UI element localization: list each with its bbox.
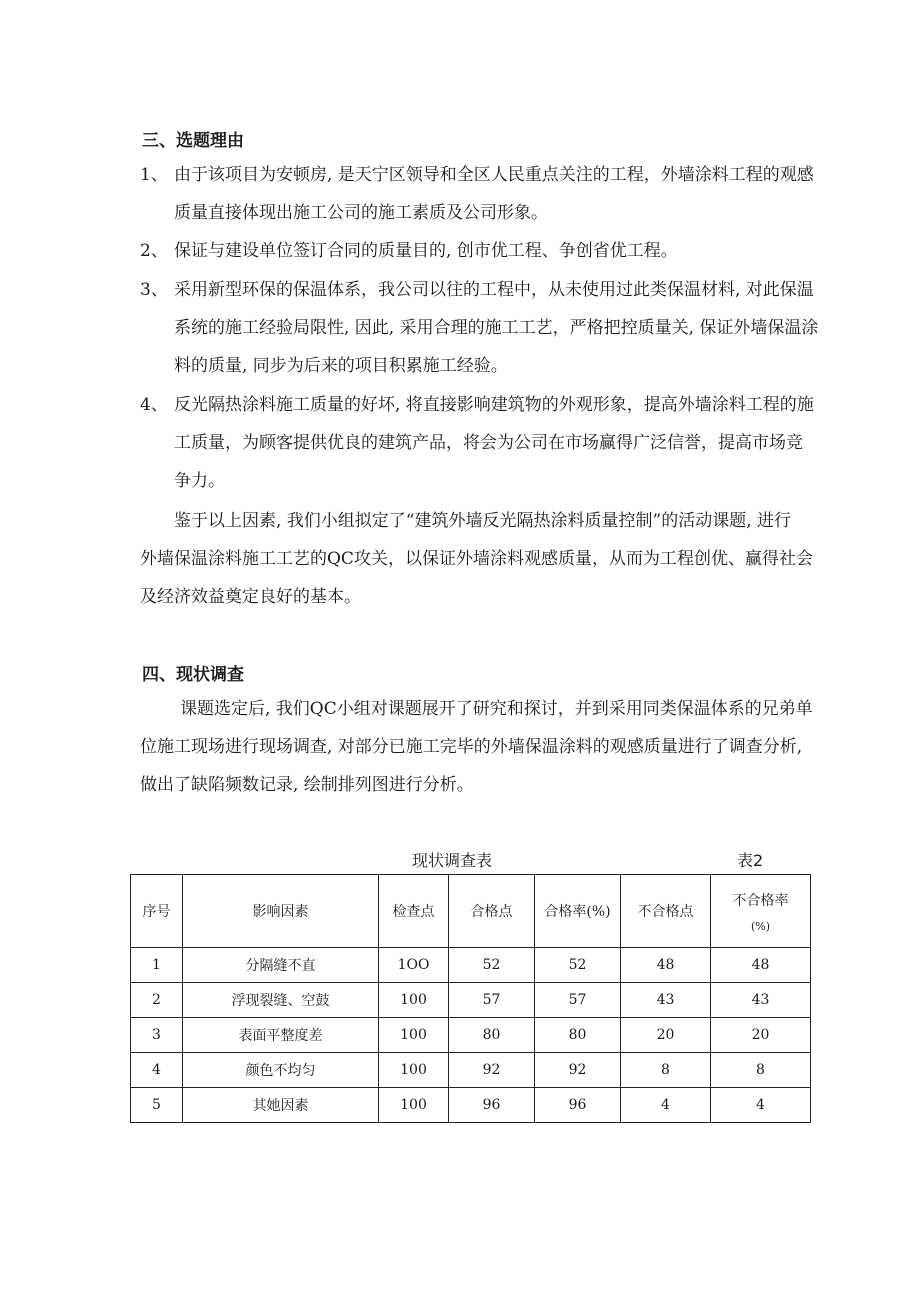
header-failed: 不合格点 — [621, 875, 711, 948]
cell-checked: 100 — [379, 1053, 449, 1088]
header-factor: 影响因素 — [183, 875, 379, 948]
reason-item-1 — [140, 156, 820, 232]
header-pass-rate: 合格率(%) — [535, 875, 621, 948]
paragraph-line: 及经济效益奠定良好的基本。 — [140, 587, 361, 607]
reason-item-line: 保证与建设单位签订合同的质量目的, 创市优工程、争创省优工程。 — [174, 241, 678, 261]
cell-passed: 80 — [449, 1018, 535, 1053]
cell-pass-rate: 92 — [535, 1053, 621, 1088]
reason-item-number: 2、 — [140, 241, 168, 261]
cell-passed: 96 — [449, 1088, 535, 1123]
reason-item-line: 工质量，为顾客提供优良的建筑产品，将会为公司在市场赢得广泛信誉，提高市场竞 — [174, 433, 803, 453]
section3-heading: 三、选题理由 — [142, 131, 244, 151]
header-passed: 合格点 — [449, 875, 535, 948]
header-fail-rate-line2: (%) — [750, 919, 771, 933]
cell-failed: 20 — [621, 1018, 711, 1053]
header-checked: 检查点 — [379, 875, 449, 948]
cell-seq: 4 — [131, 1053, 183, 1088]
reason-item-line: 质量直接体现出施工公司的施工素质及公司形象。 — [174, 203, 548, 223]
cell-fail-rate: 4 — [711, 1088, 811, 1123]
reason-item-line: 争力。 — [174, 471, 225, 491]
cell-failed: 8 — [621, 1053, 711, 1088]
paragraph-line: 位施工现场进行现场调查, 对部分已施工完毕的外墙保温涂料的观感质量进行了调查分析, — [140, 737, 803, 757]
reason-summary-paragraph — [140, 502, 820, 616]
section4-heading: 四、现状调查 — [142, 665, 244, 685]
cell-seq: 2 — [131, 983, 183, 1018]
cell-fail-rate: 20 — [711, 1018, 811, 1053]
cell-factor: 分隔缝不直 — [183, 948, 379, 983]
cell-pass-rate: 57 — [535, 983, 621, 1018]
cell-factor: 表面平整度差 — [183, 1018, 379, 1053]
cell-fail-rate: 43 — [711, 983, 811, 1018]
cell-fail-rate: 8 — [711, 1053, 811, 1088]
table-title: 现状调查表 — [412, 851, 493, 870]
paragraph-line: 课题选定后, 我们QC小组对课题展开了研究和探讨，并到采用同类保温体系的兄弟单 — [180, 699, 813, 719]
cell-seq: 1 — [131, 948, 183, 983]
cell-fail-rate: 48 — [711, 948, 811, 983]
table-row — [131, 1018, 811, 1053]
reason-item-line: 系统的施工经验局限性, 因此, 采用合理的施工工艺，严格把控质量关, 保证外墙保温涂 — [174, 318, 819, 338]
paragraph-line: 做出了缺陷频数记录, 绘制排列图进行分析。 — [140, 775, 474, 795]
cell-failed: 4 — [621, 1088, 711, 1123]
header-seq: 序号 — [131, 875, 183, 948]
survey-table — [130, 874, 811, 1123]
table-row — [131, 1088, 811, 1123]
reason-item-2 — [140, 232, 820, 270]
cell-pass-rate: 52 — [535, 948, 621, 983]
reason-item-line: 料的质量, 同步为后来的项目积累施工经验。 — [174, 356, 508, 376]
survey-intro-paragraph — [140, 690, 820, 804]
cell-factor: 浮现裂缝、空鼓 — [183, 983, 379, 1018]
reason-item-3 — [140, 271, 820, 385]
cell-checked: 100 — [379, 1088, 449, 1123]
reason-item-number: 1、 — [140, 165, 168, 185]
reason-item-number: 4、 — [140, 395, 168, 415]
cell-factor: 颜色不均匀 — [183, 1053, 379, 1088]
cell-failed: 43 — [621, 983, 711, 1018]
cell-checked: 100 — [379, 983, 449, 1018]
cell-checked: 100 — [379, 1018, 449, 1053]
cell-pass-rate: 80 — [535, 1018, 621, 1053]
cell-seq: 5 — [131, 1088, 183, 1123]
reason-item-line: 由于该项目为安顿房, 是天宁区领导和全区人民重点关注的工程，外墙涂料工程的观感 — [174, 165, 814, 185]
cell-passed: 52 — [449, 948, 535, 983]
header-fail-rate — [711, 875, 811, 948]
cell-passed: 57 — [449, 983, 535, 1018]
paragraph-line: 外墙保温涂料施工工艺的QC攻关，以保证外墙涂料观感质量，从而为工程创优、赢得社会 — [140, 549, 813, 569]
table-row — [131, 948, 811, 983]
reason-item-number: 3、 — [140, 280, 168, 300]
cell-checked: 1OO — [379, 948, 449, 983]
table-header-row — [131, 875, 811, 948]
reason-item-4 — [140, 386, 820, 500]
table-label: 表2 — [737, 851, 764, 870]
paragraph-line: 鉴于以上因素, 我们小组拟定了“建筑外墙反光隔热涂料质量控制”的活动课题, 进行 — [174, 511, 791, 531]
header-fail-rate-line1: 不合格率 — [732, 892, 789, 909]
cell-factor: 其她因素 — [183, 1088, 379, 1123]
cell-pass-rate: 96 — [535, 1088, 621, 1123]
table-row — [131, 983, 811, 1018]
table-row — [131, 1053, 811, 1088]
cell-failed: 48 — [621, 948, 711, 983]
reason-item-line: 反光隔热涂料施工质量的好坏, 将直接影响建筑物的外观形象，提高外墙涂料工程的施 — [174, 395, 814, 415]
reason-item-line: 采用新型环保的保温体系，我公司以往的工程中，从未使用过此类保温材料, 对此保温 — [174, 280, 814, 300]
cell-seq: 3 — [131, 1018, 183, 1053]
cell-passed: 92 — [449, 1053, 535, 1088]
